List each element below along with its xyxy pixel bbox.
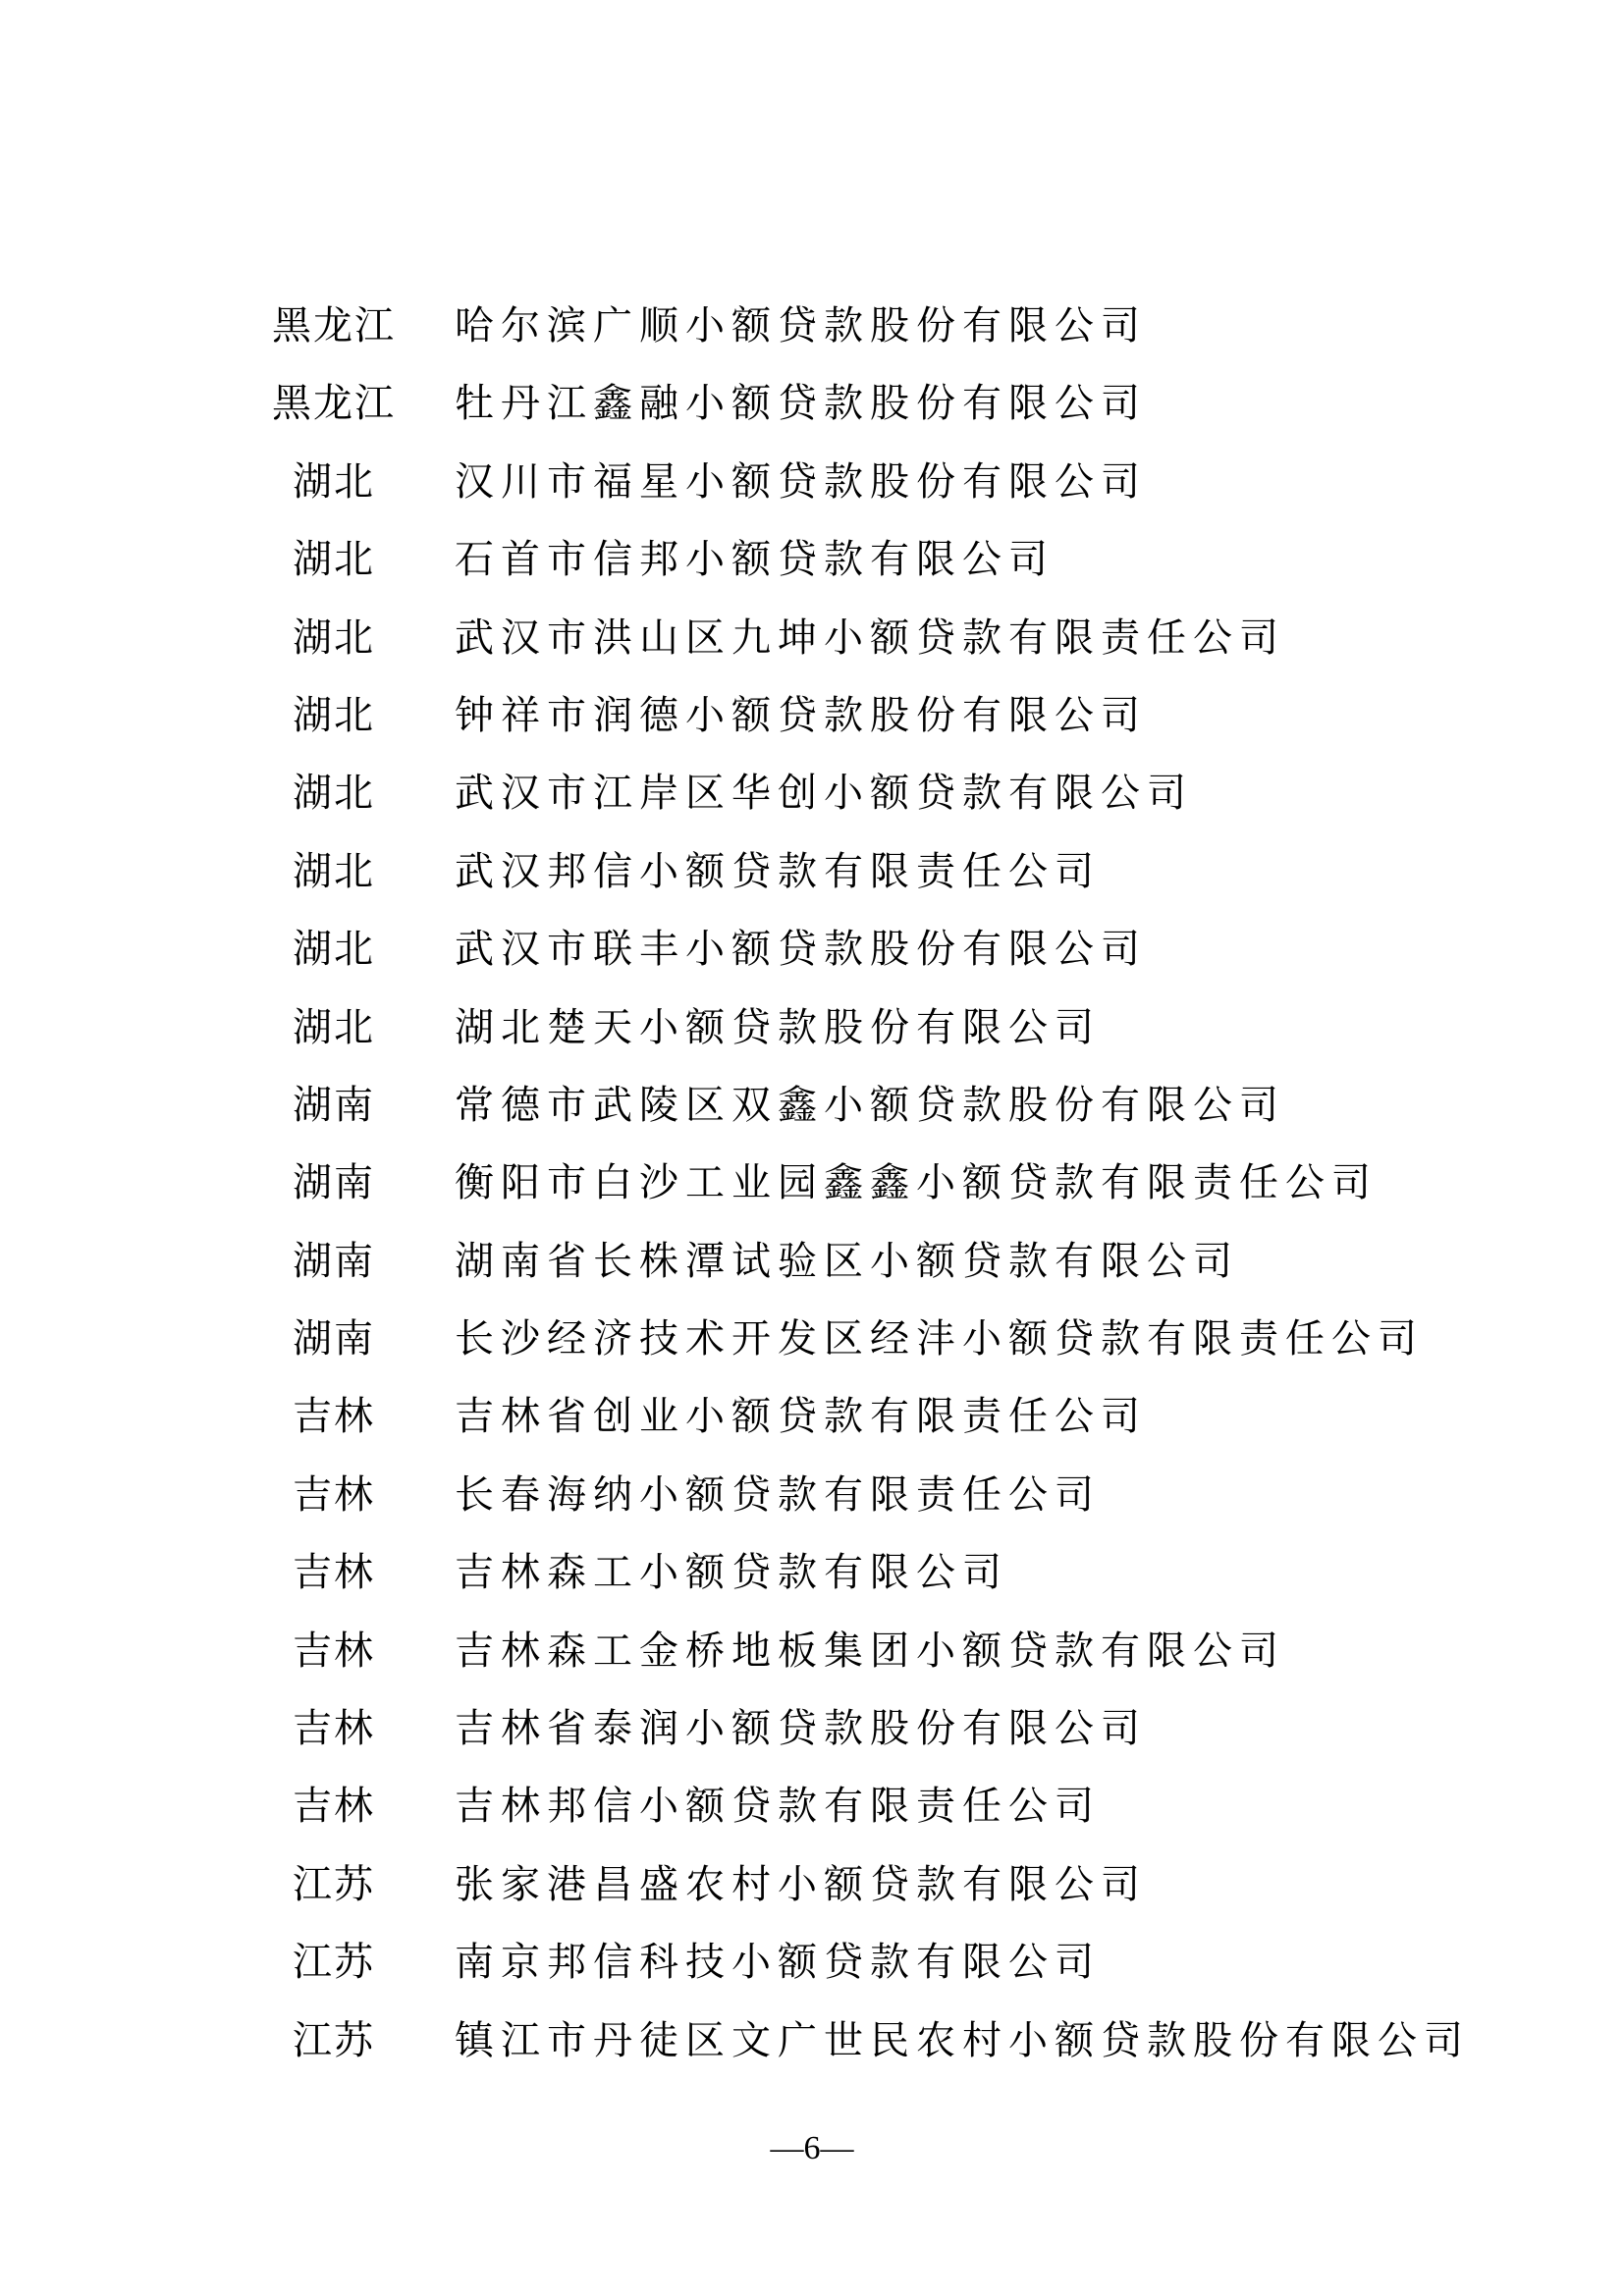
- region-label: 吉林: [293, 1394, 375, 1440]
- list-item: [0, 1846, 1624, 1924]
- company-name: 长沙经济技术开发区经沣小额贷款有限责任公司: [455, 1316, 1424, 1362]
- list-item: [0, 1534, 1624, 1612]
- region-label: 湖南: [293, 1160, 375, 1206]
- region-label: 湖北: [293, 537, 375, 583]
- company-name: 吉林森工小额贷款有限公司: [455, 1550, 1008, 1596]
- list-item: [0, 1145, 1624, 1222]
- company-name: 武汉邦信小额贷款有限责任公司: [455, 848, 1101, 894]
- list-item: [0, 677, 1624, 755]
- list-item: [0, 521, 1624, 599]
- company-name: 武汉市江岸区华创小额贷款有限公司: [455, 771, 1193, 817]
- company-name: 武汉市联丰小额贷款股份有限公司: [455, 927, 1147, 973]
- list-item: [0, 1768, 1624, 1845]
- company-name: 长春海纳小额贷款有限责任公司: [455, 1471, 1101, 1518]
- list-item: [0, 2002, 1624, 2080]
- list-item: [0, 1378, 1624, 1456]
- region-label: 湖南: [293, 1316, 375, 1362]
- list-item: [0, 1613, 1624, 1690]
- company-name: 石首市信邦小额贷款有限公司: [455, 537, 1055, 583]
- company-name: 湖南省长株潭试验区小额贷款有限公司: [455, 1238, 1239, 1284]
- company-name: 衡阳市白沙工业园鑫鑫小额贷款有限责任公司: [455, 1160, 1378, 1206]
- region-label: 湖北: [293, 1004, 375, 1050]
- list-item: [0, 365, 1624, 443]
- list-item: [0, 1223, 1624, 1301]
- company-name: 湖北楚天小额贷款股份有限公司: [455, 1004, 1101, 1050]
- company-list: [0, 288, 1624, 2080]
- list-item: [0, 911, 1624, 988]
- list-item: [0, 600, 1624, 677]
- company-name: 哈尔滨广顺小额贷款股份有限公司: [455, 303, 1147, 348]
- region-label: 湖南: [293, 1238, 375, 1284]
- list-item: [0, 989, 1624, 1067]
- list-item: [0, 1067, 1624, 1145]
- list-item: [0, 288, 1624, 365]
- list-item: [0, 833, 1624, 911]
- company-name: 常德市武陵区双鑫小额贷款股份有限公司: [455, 1082, 1285, 1128]
- region-label: 吉林: [293, 1706, 375, 1752]
- company-name: 镇江市丹徒区文广世民农村小额贷款股份有限公司: [455, 2017, 1470, 2063]
- company-name: 牡丹江鑫融小额贷款股份有限公司: [455, 381, 1147, 427]
- company-name: 张家港昌盛农村小额贷款有限公司: [455, 1861, 1147, 1907]
- region-label: 江苏: [293, 1940, 375, 1986]
- region-label: 吉林: [293, 1471, 375, 1518]
- region-label: 湖南: [293, 1082, 375, 1128]
- list-item: [0, 1690, 1624, 1768]
- company-name: 汉川市福星小额贷款股份有限公司: [455, 458, 1147, 505]
- list-item: [0, 1924, 1624, 2002]
- region-label: 吉林: [293, 1550, 375, 1596]
- region-label: 吉林: [293, 1784, 375, 1830]
- list-item: [0, 444, 1624, 521]
- region-label: 湖北: [293, 771, 375, 817]
- company-name: 南京邦信科技小额贷款有限公司: [455, 1940, 1101, 1986]
- region-label: 黑龙江: [272, 303, 396, 348]
- page-number: —6—: [770, 2130, 854, 2166]
- region-label: 吉林: [293, 1628, 375, 1674]
- region-label: 湖北: [293, 927, 375, 973]
- company-name: 吉林邦信小额贷款有限责任公司: [455, 1784, 1101, 1830]
- region-label: 湖北: [293, 848, 375, 894]
- list-item: [0, 1301, 1624, 1378]
- company-name: 武汉市洪山区九坤小额贷款有限责任公司: [455, 614, 1285, 661]
- list-item: [0, 1457, 1624, 1534]
- company-name: 吉林省泰润小额贷款股份有限公司: [455, 1706, 1147, 1752]
- company-name: 吉林森工金桥地板集团小额贷款有限公司: [455, 1628, 1285, 1674]
- list-item: [0, 755, 1624, 832]
- region-label: 湖北: [293, 458, 375, 505]
- region-label: 湖北: [293, 692, 375, 738]
- region-label: 湖北: [293, 614, 375, 661]
- region-label: 江苏: [293, 2017, 375, 2063]
- region-label: 黑龙江: [272, 381, 396, 427]
- region-label: 江苏: [293, 1861, 375, 1907]
- company-name: 吉林省创业小额贷款有限责任公司: [455, 1394, 1147, 1440]
- company-name: 钟祥市润德小额贷款股份有限公司: [455, 692, 1147, 738]
